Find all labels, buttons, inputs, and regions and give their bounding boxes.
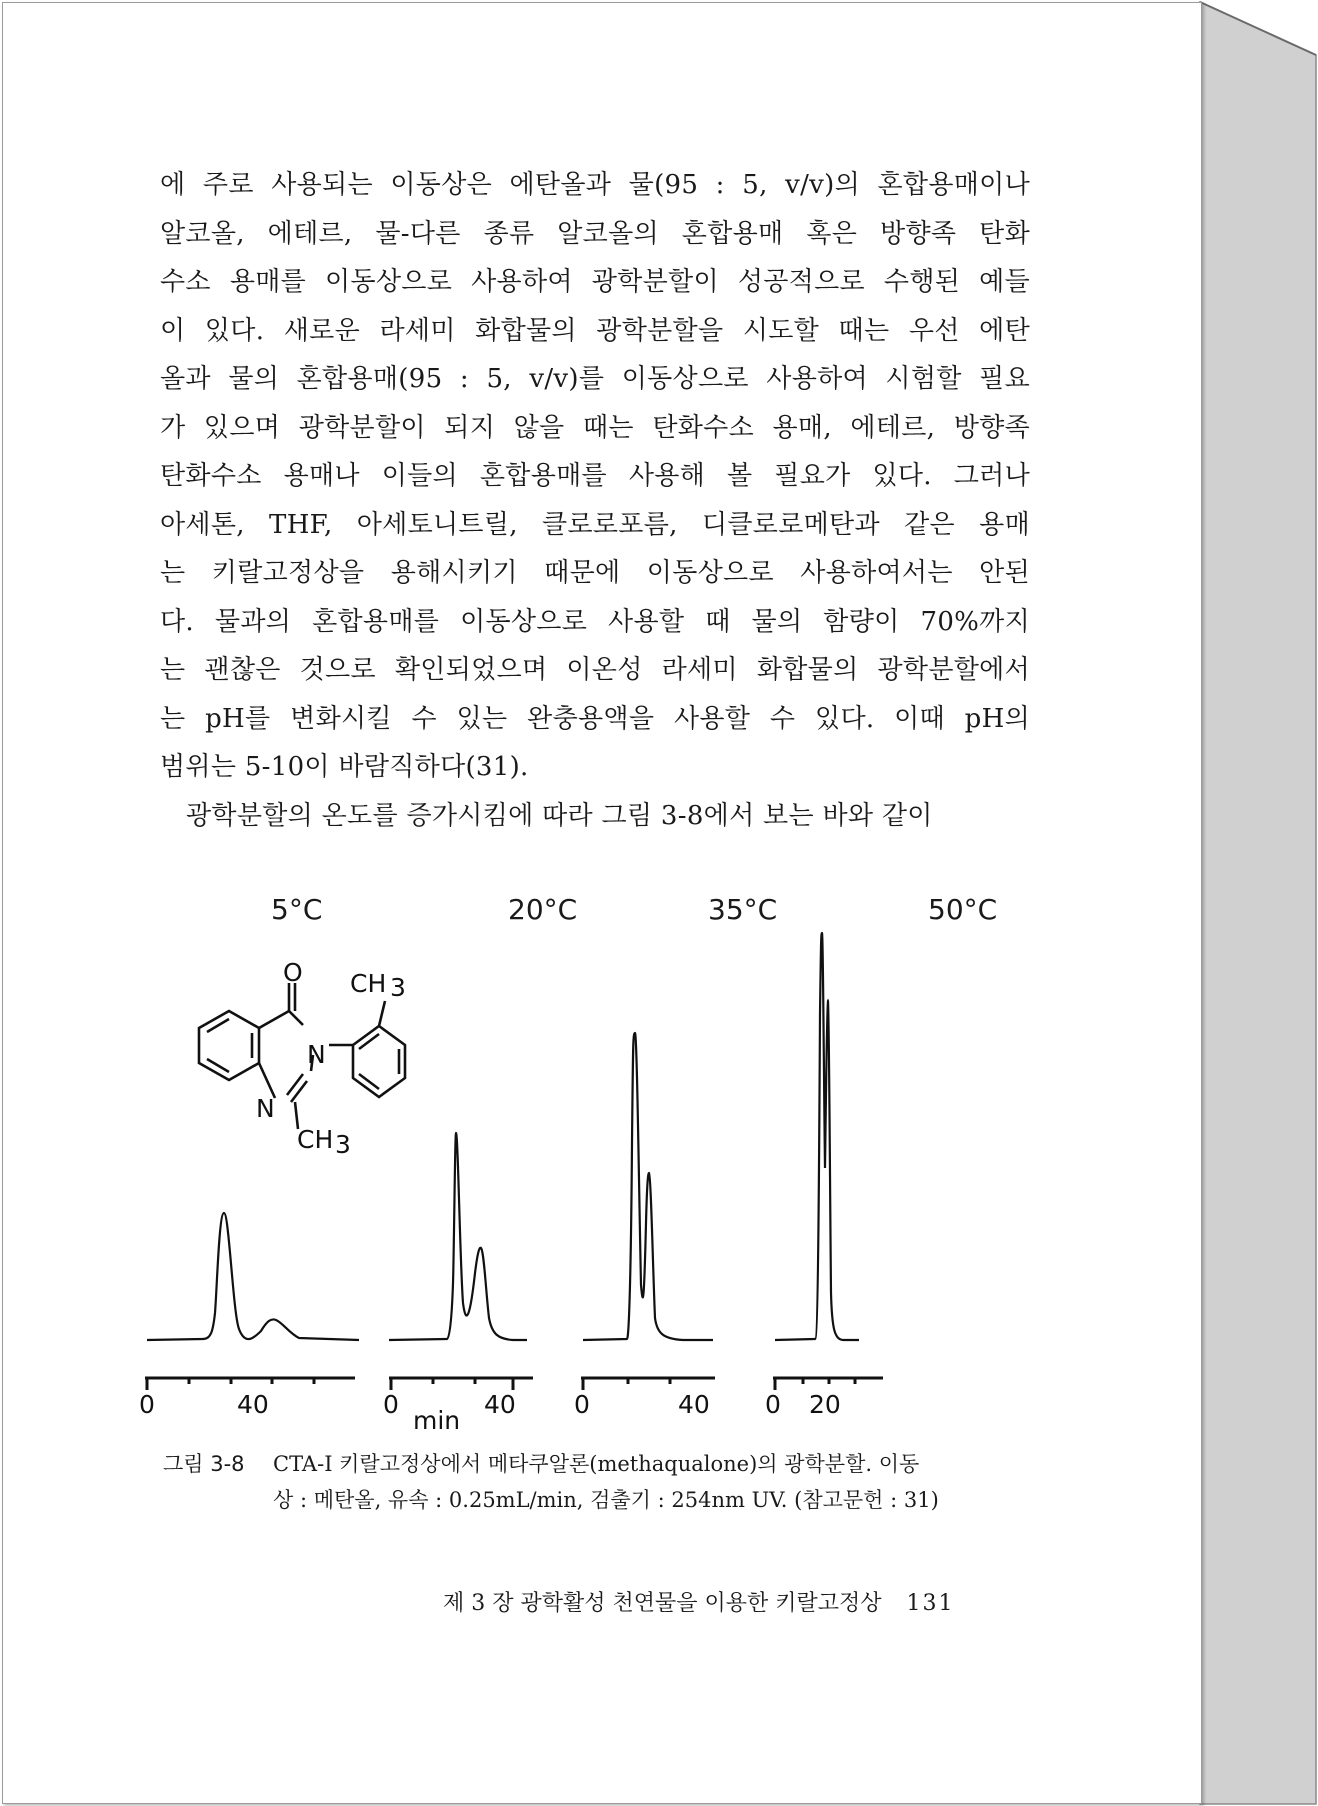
axis-5c-zero: 0: [139, 1390, 155, 1419]
chromatogram-20c: [389, 1133, 527, 1340]
text-line: 는 괜찮은 것으로 확인되었으며 이온성 라세미 화합물의 광학분할에서: [160, 655, 1030, 685]
temp-label-5c: 5°C: [271, 893, 323, 926]
caption-line-1: CTA-I 키랄고정상에서 메타쿠알론(methaqualone)의 광학분할. 이동: [273, 1452, 920, 1476]
chromatogram-5c: [147, 1213, 359, 1340]
time-axes: [145, 1378, 883, 1390]
axis-35c-mark: 40: [678, 1390, 710, 1419]
text-line: 아세톤, THF, 아세토니트릴, 클로로포름, 디클로로메탄과 같은 용매: [160, 509, 1030, 540]
paragraph-start: 광학분할의 온도를 증가시킴에 따라 그림 3-8에서 보는 바와 같이: [186, 800, 933, 831]
figure-caption: [163, 1446, 1038, 1518]
atom-ch3-top-subscript: 3: [390, 973, 406, 1002]
axis-35c-zero: 0: [574, 1390, 590, 1419]
text-line: 가 있으며 광학분할이 되지 않을 때는 탄화수소 용매, 에테르, 방향족: [160, 412, 1030, 443]
text-line: 이 있다. 새로운 라세미 화합물의 광학분할을 시도할 때는 우선 에탄: [160, 315, 1030, 346]
text-line: 범위는 5-10이 바람직하다(31).: [160, 752, 529, 782]
atom-n-ring: N: [307, 1040, 326, 1069]
figure-3-8: [139, 893, 1033, 1435]
text-line: 올과 물의 혼합용매(95 : 5, v/v)를 이동상으로 사용하여 시험할 필요: [160, 364, 1030, 394]
text-line: 탄화수소 용매나 이들의 혼합용매를 사용해 볼 필요가 있다. 그러나: [160, 461, 1030, 491]
axis-20c-unit: min: [413, 1406, 461, 1435]
page-sheet: [2, 2, 1202, 1804]
atom-ch3-bottom-subscript: 3: [335, 1130, 351, 1159]
axis-20c-zero: 0: [383, 1390, 399, 1419]
temp-label-35c: 35°C: [708, 893, 778, 926]
methaqualone-structure: [199, 983, 405, 1129]
text-line: 알코올, 에테르, 물-다른 종류 알코올의 혼합용매 혹은 방향족 탄화: [160, 218, 1030, 249]
chromatogram-50c: [775, 933, 859, 1340]
atom-o: O: [283, 958, 303, 987]
running-footer: 제 3 장 광학활성 천연물을 이용한 키랄고정상: [443, 1591, 882, 1616]
text-line: 는 pH를 변화시킬 수 있는 완충용액을 사용할 수 있다. 이때 pH의: [160, 703, 1030, 734]
atom-ch3-bottom: CH: [297, 1125, 334, 1154]
page-number: 131: [906, 1591, 955, 1616]
text-line: 수소 용매를 이동상으로 사용하여 광학분할이 성공적으로 수행된 예들: [160, 267, 1030, 297]
axis-50c-mark: 20: [809, 1390, 841, 1419]
axis-50c-zero: 0: [765, 1390, 781, 1419]
chromatogram-35c: [583, 1033, 713, 1340]
text-line: 는 키랄고정상을 용해시키기 때문에 이동상으로 사용하여서는 안된: [160, 558, 1030, 588]
atom-ch3-top: CH: [350, 969, 387, 998]
page-footer: [443, 1586, 955, 1617]
text-line: 다. 물과의 혼합용매를 이동상으로 사용할 때 물의 함량이 70%까지: [160, 606, 1030, 637]
temp-label-20c: 20°C: [508, 893, 578, 926]
figure-drawing: [139, 893, 1033, 1435]
temp-label-50c: 50°C: [928, 893, 998, 926]
axis-20c-mark: 40: [484, 1390, 516, 1419]
axis-5c-mark: 40: [237, 1390, 269, 1419]
text-line: 에 주로 사용되는 이동상은 에탄올과 물(95 : 5, v/v)의 혼합용매이나: [160, 170, 1030, 200]
caption-label: 그림 3-8: [163, 1452, 245, 1476]
atom-n-eq: N: [256, 1094, 275, 1123]
body-text: [160, 161, 1030, 840]
caption-line-2: 상 : 메탄올, 유속 : 0.25mL/min, 검출기 : 254nm UV. (참고문헌 : 31): [273, 1488, 939, 1512]
